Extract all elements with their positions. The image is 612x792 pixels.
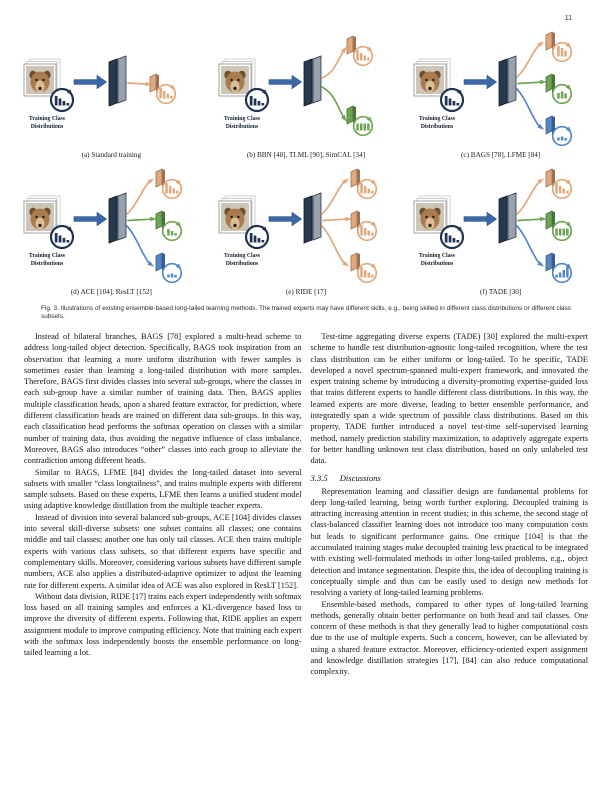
expert-icon	[156, 169, 181, 198]
left-column	[24, 331, 302, 678]
expert-arrow-icon	[322, 178, 349, 214]
training-label-line2: Distributions	[420, 261, 453, 267]
training-label-line1: Training Class	[418, 116, 455, 122]
expert-arrow-icon	[127, 178, 154, 214]
diagram-ace-reslt	[15, 167, 208, 296]
feature-extractor-icon	[304, 193, 321, 243]
diagram-label: (f) TADE [30]	[480, 288, 522, 296]
expert-icon	[156, 211, 181, 240]
input-arrow-icon	[464, 75, 497, 88]
section-number: 3.3.5	[310, 472, 328, 483]
expert-icon	[546, 116, 571, 145]
diagram-illustration	[408, 167, 594, 287]
input-arrow-icon	[74, 75, 107, 88]
diagram-illustration	[408, 30, 594, 150]
diagram-bags-lfme	[404, 30, 597, 159]
expert-arrow-icon	[517, 89, 544, 130]
training-label-line2: Distributions	[225, 261, 259, 267]
training-label-line1: Training Class	[223, 116, 261, 122]
training-distribution-icon	[441, 226, 463, 248]
input-arrow-icon	[269, 75, 302, 88]
expert-arrow-icon	[323, 217, 352, 222]
expert-icon	[546, 169, 571, 198]
diagram-label: (e) RIDE [17]	[285, 288, 327, 296]
training-label-line1: Training Class	[223, 253, 261, 259]
expert-icon	[546, 253, 571, 282]
expert-icon	[347, 36, 372, 65]
diagram-illustration	[18, 30, 204, 150]
training-distribution-icon	[51, 226, 73, 248]
diagram-standard-training	[15, 30, 208, 159]
expert-arrow-icon	[322, 87, 347, 122]
feature-extractor-icon	[109, 56, 126, 106]
expert-icon	[351, 253, 376, 282]
paragraph: Similar to BAGS, LFME [84] divides the long-tailed dataset into several subsets with smaller “class longtailness”, and trains multiple experts with different sample subsets. Based on these experts, LFME then learns a unified student model using adaptive knowledge distillation from the multiple teacher experts.	[24, 467, 302, 511]
diagram-label: (a) Standard training	[81, 151, 142, 159]
diagram-tade	[404, 167, 597, 296]
diagram-bbn-tlml-simcal	[210, 30, 403, 159]
training-distribution-icon	[246, 89, 268, 111]
input-arrow-icon	[464, 212, 497, 225]
expert-icon	[546, 32, 571, 61]
expert-arrow-icon	[518, 217, 547, 222]
expert-arrow-icon	[517, 178, 544, 214]
paragraph: Instead of division into several balanced sub-groups, ACE [104] divides classes into several skill-diverse subsets: one subset contains all classes; one contains middle and tail classes; another one has only tail classes. ACE then trains multiple experts with various class subsets, so that different experts have specific and complementary skills. Moreover, considering various subsets have different sample numbers, ACE also applies a distributed-adaptive optimizer to adjust the learning rate for different experts. A similar idea of ACE was also explored in ResLT [152].	[24, 512, 302, 590]
training-distribution-icon	[246, 226, 268, 248]
expert-icon	[150, 74, 175, 103]
feature-extractor-icon	[499, 193, 516, 243]
expert-icon	[351, 211, 376, 240]
paragraph: Without data division, RIDE [17] trains each expert independently with softmax loss based on all training samples and enforces a KL-divergence based loss to improve the diversity of different experts. Following that, RIDE applies an expert assignment module to improve computing efficiency. Note that training each expert with the softmax loss independently boosts the ensemble performance on long-tailed learning a lot.	[24, 591, 302, 658]
expert-icon	[351, 169, 376, 198]
figure-3	[0, 0, 612, 321]
expert-arrow-icon	[517, 226, 544, 267]
feature-extractor-icon	[109, 193, 126, 243]
page-number: 11	[564, 15, 572, 22]
diagram-illustration	[213, 30, 399, 150]
training-label-line1: Training Class	[29, 253, 66, 259]
diagram-label: (c) BAGS [78], LFME [84]	[461, 151, 541, 159]
feature-extractor-icon	[304, 56, 321, 106]
diagram-ride	[210, 167, 403, 296]
training-label-line2: Distributions	[31, 261, 64, 267]
expert-arrow-icon	[127, 226, 154, 267]
right-column	[311, 331, 589, 678]
body-columns	[24, 331, 588, 678]
paragraph: Test-time aggregating diverse experts (TADE) [30] explored the multi-expert scheme to handle test distribution-agnostic long-tailed recognition, where the test class distribution can be either uniform or long-tailed. To be specific, TADE developed a novel spectrum-spanned multi-expert framework, and innovated the expert training scheme by introducing a diversity-promoting expertise-guided loss that trains different experts to handle different class distributions. In this way, the learned experts are more diverse, leading to better ensemble performance, and integratedly span a wide spectrum of possible class distributions. Based on this property, TADE further introduced a novel test-time self-supervised learning method, namely prediction stability maximization, to adaptively aggregate experts for better handling unknown test class distribution, based on only unlabeled test data.	[310, 332, 588, 466]
expert-arrow-icon	[322, 226, 349, 267]
figure-caption: Fig. 3. Illustrations of existing ensemble-based long-tailed learning methods. The trained experts may have different skills, e.g., being skilled in different class distributions or different class subsets.	[41, 305, 571, 320]
input-arrow-icon	[74, 212, 107, 225]
diagram-illustration	[18, 167, 204, 287]
expert-icon	[156, 253, 181, 282]
training-distribution-icon	[51, 89, 73, 111]
diagram-illustration	[213, 167, 399, 287]
section-title: Discussions	[339, 472, 381, 483]
figure-grid	[15, 30, 597, 296]
diagram-label: (b) BBN [48], TLML [90], SimCAL [34]	[246, 151, 366, 159]
training-label-line2: Distributions	[31, 124, 64, 130]
paragraph: Instead of bilateral branches, BAGS [78] explored a multi-head scheme to address long-tailed object detection. Specifically, BAGS took inspiration from an observation that learning a more uniform distribution with fewer samples is sometimes easier than learning a long-tailed distribution with more samples. Therefore, BAGS first divides classes into several sub-groups, where the classes in each sub-group have a similar number of training data. Then, BAGS applies multiple classification heads, upon a shared feature extractor, for prediction, where different classification heads are trained on different data sub-groups. In this way, each classification head performs the softmax operation on classes with a similar number of training data, thus avoiding the negative influence of class imbalance. Moreover, BAGS also introduces “other” classes into each group to alleviate the contradiction among different heads.	[24, 332, 302, 466]
feature-extractor-icon	[499, 56, 516, 106]
expert-arrow-icon	[517, 41, 544, 77]
expert-arrow-icon	[518, 80, 547, 85]
training-label-line2: Distributions	[225, 124, 259, 130]
section-heading-discussions	[311, 473, 589, 483]
training-label-line1: Training Class	[418, 253, 455, 259]
training-label-line1: Training Class	[29, 116, 66, 122]
expert-arrow-icon	[128, 217, 157, 222]
expert-arrow-icon	[128, 82, 152, 87]
paragraph: Ensemble-based methods, compared to other types of long-tailed learning methods, generally obtain better performance on both head and tail classes. One concern of these methods is that they generally lead to higher computational costs due to the use of multiple experts. Such a concern, however, can be alleviated by using a shared feature extractor. Moreover, efficiency-oriented expert assignment and knowledge distillation strategies [17], [84] can also reduce computational complexity.	[310, 599, 588, 677]
expert-arrow-icon	[322, 46, 347, 78]
expert-icon	[546, 211, 571, 240]
training-label-line2: Distributions	[420, 124, 453, 130]
expert-icon	[546, 74, 571, 103]
input-arrow-icon	[269, 212, 302, 225]
diagram-label: (d) ACE [104], ResLT [152]	[70, 288, 152, 296]
expert-icon	[347, 106, 372, 135]
training-distribution-icon	[441, 89, 463, 111]
paragraph: Representation learning and classifier design are fundamental problems for deep long-tailed learning, being worth further exploring. Decoupled training is attracting increasing attention in recent studies; in this scheme, the second stage of class-balanced classifier learning does not introduce too many computation costs but leads to significant performance gains. One critique [104] is that the accumulated training stages make decoupled training less practical to be integrated with existing well-formulated methods in other long-tailed problems, e.g., object detection and instance segmentation. Despite this, the idea of decoupling training is conceptually simple and thus can be easily used to design new methods for resolving a variety of long-tailed learning problems.	[310, 486, 588, 598]
